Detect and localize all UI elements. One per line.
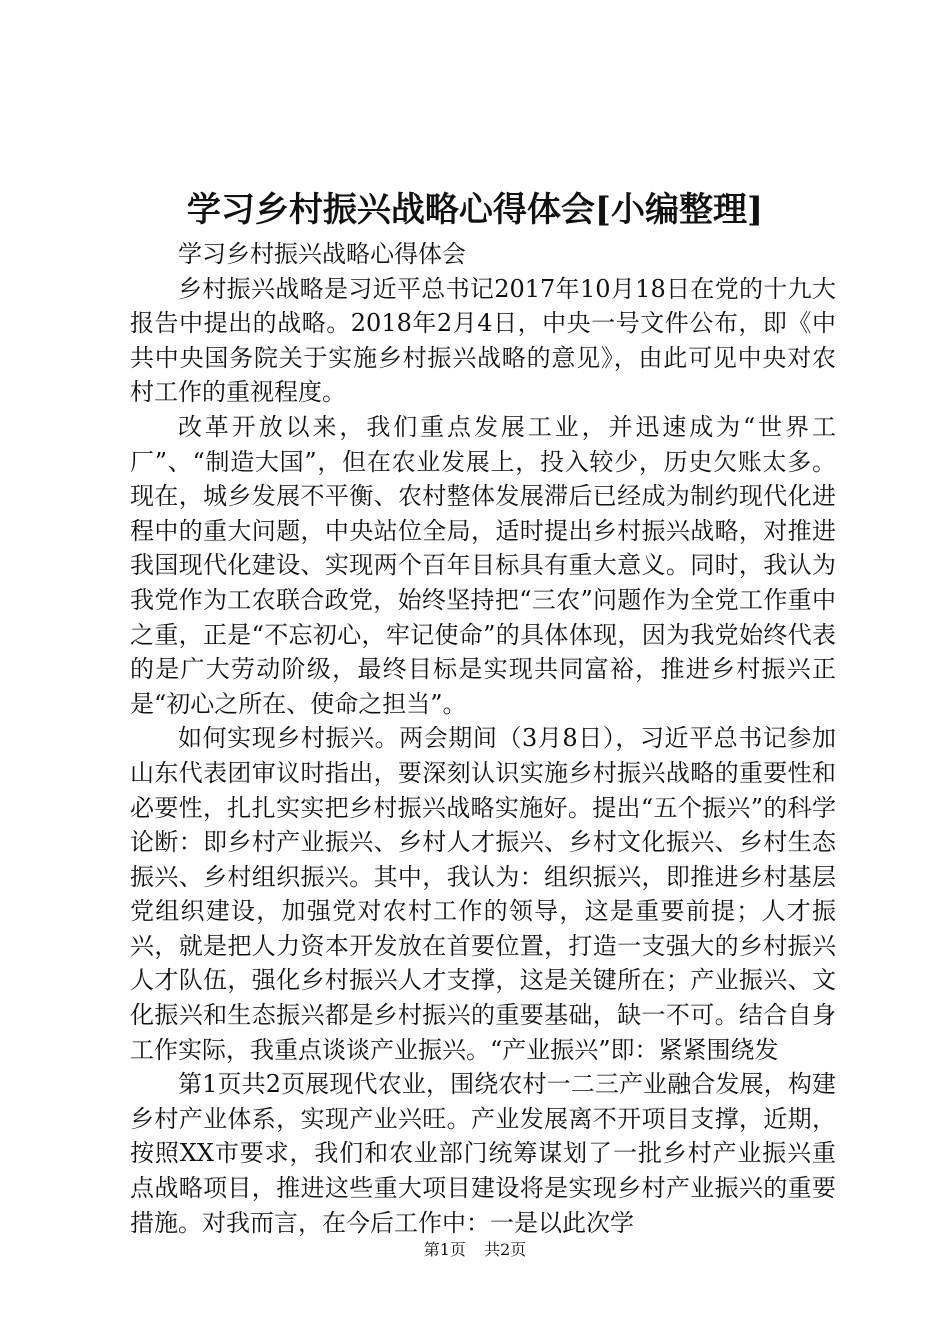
page-total: 共2页 bbox=[484, 1240, 527, 1259]
page-number: 第1页 bbox=[423, 1240, 466, 1259]
page-footer bbox=[0, 1240, 950, 1260]
paragraph-2: 改革开放以来，我们重点发展工业，并迅速成为“世界工厂”、“制造大国”，但在农业发展上，投入较少，历史欠账太多。现在，城乡发展不平衡、农村整体发展滞后已经成为制约现代化进程中的重大问题，中央站位全局，适时提出乡村振兴战略，对推进我国现代化建设、实现两个百年目标具有重大意义。同时，我认为我党作为工农联合政党，始终坚持把“三农”问题作为全党工作重中之重，正是“不忘初心，牢记使命”的具体体现，因为我党始终代表的是广大劳动阶级，最终目标是实现共同富裕，推进乡村振兴正是“初心之所在、使命之担当”。 bbox=[130, 412, 836, 718]
document-subtitle: 学习乡村振兴战略心得体会 bbox=[178, 240, 466, 268]
paragraph-4: 第1页共2页展现代农业，围绕农村一二三产业融合发展，构建乡村产业体系，实现产业兴旺。产业发展离不开项目支撑，近期，按照XX市要求，我们和农业部门统筹谋划了一批乡村产业振兴重点战略项目，推进这些重大项目建设将是实现乡村产业振兴的重要措施。对我而言，在今后工作中：一是以此次学 bbox=[130, 1070, 836, 1237]
paragraph-1: 乡村振兴战略是习近平总书记2017年10月18日在党的十九大报告中提出的战略。2018年2月4日，中央一号文件公布，即《中共中央国务院关于实施乡村振兴战略的意见》，由此可见中央对农村工作的重视程度。 bbox=[130, 274, 836, 407]
document-title: 学习乡村振兴战略心得体会[小编整理] bbox=[186, 190, 764, 230]
document-body bbox=[130, 237, 836, 1240]
paragraph-3: 如何实现乡村振兴。两会期间（3月8日），习近平总书记参加山东代表团审议时指出，要深刻认识实施乡村振兴战略的重要性和必要性，扎扎实实把乡村振兴战略实施好。提出“五个振兴”的科学论断：即乡村产业振兴、乡村人才振兴、乡村文化振兴、乡村生态振兴、乡村组织振兴。其中，我认为：组织振兴，即推进乡村基层党组织建设，加强党对农村工作的领导，这是重要前提；人才振兴，就是把人力资本开发放在首要位置，打造一支强大的乡村振兴人才队伍，强化乡村振兴人才支撑，这是关键所在；产业振兴、文化振兴和生态振兴都是乡村振兴的重要基础，缺一不可。结合自身工作实际，我重点谈谈产业振兴。“产业振兴”即：紧紧围绕发 bbox=[130, 724, 836, 1064]
